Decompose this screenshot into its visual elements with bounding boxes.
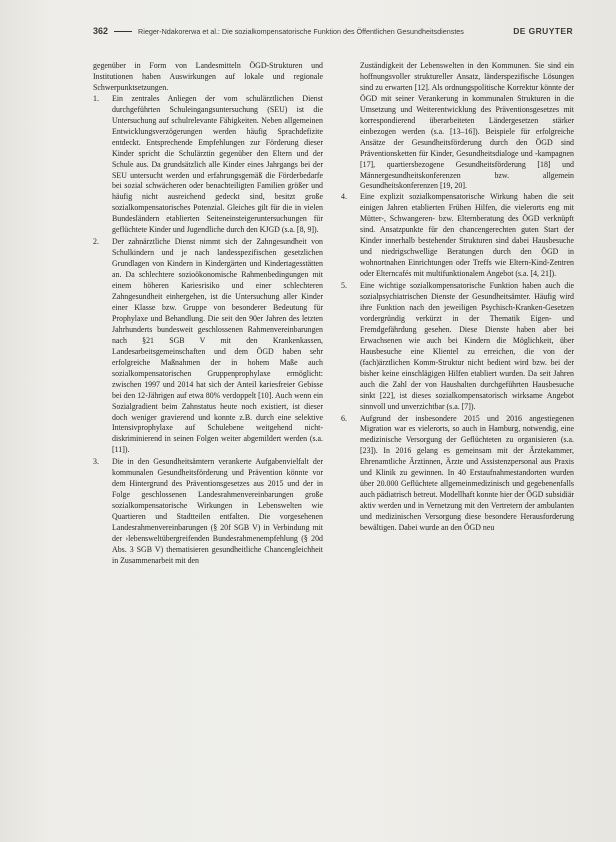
list-item-text: Der zahnärztliche Dienst nimmt sich der Zahngesundheit von Schulkindern und je nach landesspezifischen gesetzlichen Grundlagen von Kindern in Kindergärten und Kindertagesstätten an. Da schlechtere sozioökonomische Rahmenbedingungen mit einem höheren Kariesrisiko und einer schlechteren Zahngesundheit einhergehen, ist die Untersuchung aller Kinder einer Klasse bzw. Gruppe von besonderer Bedeutung für Prophylaxe und Behandlung. Die seit den 90er Jahren des letzten Jahrhunderts bundesweit geschlossenen Rahmenvereinbarungen nach §21 SGB V mit den Krankenkassen, Landesarbeitsgemeinschaften und dem ÖGD haben sehr erfolgreiche Maßnahmen der in hohem Maße auch sozialkompensatorischen Gruppenprophylaxe ermöglicht: zwischen 1997 und 2014 hat sich der Anteil kariesfreier Gebisse bei den 12-Jährigen auf etwa 80% verdoppelt [10]. Auch wenn ein Sozialgradient beim Zahnstatus heute noch existiert, ist dieser doch weniger gravierend und konnte z.B. durch eine selektive Intensivprophylaxe auf Schulebene weitgehend nicht-diskriminierend in seinen Folgen weiter abgemildert werden (s.a. [11]). bbox=[112, 237, 323, 455]
publisher-logo-text: DE GRUYTER bbox=[513, 26, 573, 36]
list-item-text: Die in den Gesundheitsämtern verankerte Aufgabenvielfalt der kommunalen Gesundheitsförderung und Prävention könnte vor dem Hintergrund des Präventionsgesetzes aus 2015 und der in Folge geschlossenen Landesrahmenvereinbarungen große sozialkompensatorische Wirkungen in Lebenswelten wie Quartieren und Stadtteilen entfalten. Die vorgesehenen Landesrahmenvereinbarungen (§ 20f SGB V) in Verbindung mit der ›lebensweltübergreifenden Bundesrahmenempfehlung (§ 20d Abs. 3 SGB V) thematisieren gesundheitliche Chancengleichheit in Zusammenarbeit mit den bbox=[112, 457, 323, 565]
list-item bbox=[341, 414, 574, 534]
list-item-number: 3. bbox=[93, 457, 99, 467]
header-rule bbox=[114, 31, 132, 32]
list-item bbox=[93, 94, 323, 236]
list-item-text: Aufgrund der insbesondere 2015 und 2016 angestiegenen Migration war es vielerorts, so auch in Hamburg, notwendig, eine medizinische Versorgung der Geflüchteten zu organisieren (s.a. [23]). In 2016 gelang es gemeinsam mit der Ärztekammer, Ehrenamtliche Ärztinnen, Ärzte und Assistenzpersonal aus Praxis und Klinik zu gewinnen. In 40 Erstaufnahmestandorten wurden über 20.000 Geflüchtete allgemeinmedizinisch und gegebenenfalls auch pädiatrisch betreut. Modellhaft konnte hier der ÖGD subsidiär aktiv werden und in Vernetzung mit den Vertretern der ambulanten und medizinischen Versorgung diese besondere Herausforderung bewältigen. Dabei wurde an den ÖGD neu bbox=[360, 413, 574, 533]
intro-paragraph: gegenüber in Form von Landesmitteln ÖGD-Strukturen und Institutionen haben Auswirkungen auf lokale und regionale Schwerpunktsetzungen. bbox=[93, 61, 323, 92]
list-item bbox=[341, 192, 574, 280]
left-column bbox=[93, 61, 323, 568]
list-item-number: 4. bbox=[341, 192, 347, 202]
list-item-number: 6. bbox=[341, 413, 347, 423]
continuation-paragraph: Zuständigkeit der Lebenswelten in den Kommunen. Sie sind ein hoffnungsvoller struktureller Ansatz, länderspezifische Lösungen sind zu erwarten [12]. Als ordnungspolitische Korrektur könnte der ÖGD mit seiner Verankerung in kommunalen Strukturen in die Umsetzung und Weiterentwicklung des Präventionsgesetzes mit korrespondierend überarbeiteten Ländergesetzen stärker einbezogen werden (s.a. [13–16]). Beispiele für erfolgreiche Ansätze der Gesundheitsförderung durch den ÖGD sind Präventionsketten für Kinder, Gesundheitsdialoge und -kampagnen [17], quartiersbezogene Gesundheitsförderung [18] und Männergesundheitskonferenzen bzw. allgemein Gesundheitskonferenzen [19, 20]. bbox=[360, 61, 574, 191]
page-number: 362 bbox=[93, 26, 109, 36]
list-item bbox=[93, 237, 323, 456]
numbered-list-left bbox=[93, 94, 323, 567]
list-item bbox=[341, 281, 574, 412]
list-item-number: 1. bbox=[93, 93, 99, 103]
list-item-text: Eine wichtige sozialkompensatorische Funktion haben auch die sozialpsychiatrischen Dienste der Gesundheitsämter. Häufig wird ihre Funktion nach den jeweiligen Psychisch-Kranken-Gesetzen vordergründig verkürzt in der Thematik Eigen- und Fremdgefährdung gesehen. Diese Dienste haben aber bei Erwachsenen wie auch bei Kindern die Möglichkeit, über Hausbesuche eine Klientel zu erreichen, die von der (fach)ärztlichen Komm-Struktur nicht bedient wird bzw. bei der bisher keine einschlägigen Hilfen etabliert wurden. Da seit Jahren auch die Zahl der von Haushalten durchgeführten Hausbesuche sinkt [22], ist dieses sozialkompensatorisch wirksame Angebot sinnvoll und unverzichtbar (s.a. [7]). bbox=[360, 281, 574, 411]
right-column bbox=[341, 61, 574, 535]
list-item bbox=[93, 457, 323, 567]
list-item-text: Eine explizit sozialkompensatorische Wirkung haben die seit einigen Jahren etablierten Frühen Hilfen, die vielerorts eng mit Mütter-, Schwangeren- bzw. Elternberatung des ÖGD verknüpft sind. Ansatzpunkte für den chancengerechten guten Start der Kinder innerhalb bestehender Strukturen sind dabei Hausbesuche und niedrigschwellige Beratungen durch den ÖGD in wohnortnahen Einrichtungen oder Treffs wie Eltern-Kind-Zentren oder Elterncafés mit multifunktionalem Angebot (s.a. [4, 21]). bbox=[360, 192, 574, 279]
running-header bbox=[93, 24, 573, 38]
list-item-number: 2. bbox=[93, 237, 99, 247]
numbered-list-right bbox=[341, 192, 574, 534]
list-item-number: 5. bbox=[341, 281, 347, 291]
list-item-text: Ein zentrales Anliegen der vom schulärztlichen Dienst durchgeführten Schuleingangsuntersuchung (SEU) ist die Untersuchung auf schulrelevante Fähigkeiten. Neben allgemeinen Entwicklungsverzögerungen werden häufig Sprachdefizite entdeckt. Entsprechende Empfehlungen zur Förderung dieser Kinder spricht die Schulärztin gegenüber den Eltern und der Schule aus. Da grundsätzlich alle Kinder eines Jahrgangs bei der SEU untersucht werden und erfahrungsgemäß die Förderbedarfe bei sozial schwächeren oder benachteiligten Familien größer und häufig nicht ausreichend gedeckt sind, besitzt große sozialkompensatorisches Potenzial. Gleiches gilt für die in vielen Bundesländern etablierten Seiteneinsteigeruntersuchungen für geflüchtete Kinder und Jugendliche durch den KJGD (s.a. [8, 9]). bbox=[112, 93, 323, 235]
running-title: Rieger-Ndakorerwa et al.: Die sozialkompensatorische Funktion des Öffentlichen Gesundheitsdienstes bbox=[138, 26, 464, 36]
